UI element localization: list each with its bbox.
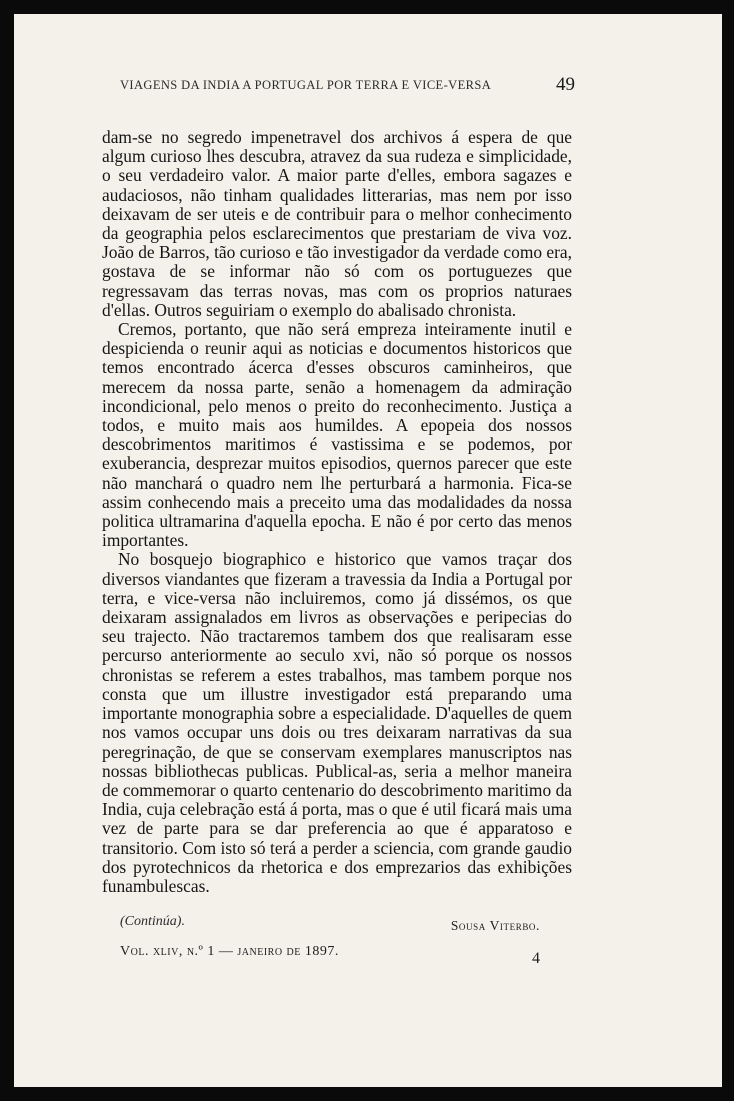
paragraph-1: dam-se no segredo impenetravel dos archivos á espera de que algum curioso lhes descubra, atravez da sua rudeza e simplicidade, o seu verdadeiro valor. A maior parte d'elles, embora sagazes e audaciosos, não tinham qualidades litterarias, mas nem por isso deixavam de ser uteis e de contribuir para o melhor conhecimento da geographia pelos esclarecimentos que prestariam de viva voz. João de Barros, tão curioso e tão investigador da verdade como era, gostava de se informar não só com os portuguezes que regressavam das terras novas, mas com os proprios naturaes d'ellas. Outros seguiriam o exemplo do abalisado chronista.	[102, 127, 572, 320]
scan-border-top	[0, 0, 734, 14]
author-name: Sousa Viterbo.	[450, 918, 540, 933]
scan-border-bottom	[0, 1087, 734, 1101]
continued-note: (Continúa).	[120, 914, 185, 929]
signature-mark: 4	[532, 950, 540, 967]
running-head: VIAGENS DA INDIA A PORTUGAL POR TERRA E VICE-VERSA	[120, 78, 492, 92]
paragraph-2: Cremos, portanto, que não será empreza inteiramente inutil e despicienda o reunir aqui as noticias e documentos historicos que temos encontrado ácerca d'esses obscuros caminheiros, que merecem da nossa parte, senão a homenagem da admiração incondicional, pelo menos o preito do reconhecimento. Justiça a todos, e muito mais aos humildes. A epopeia dos nossos descobrimentos maritimos é vastissima e se podemos, por exuberancia, desprezar muitos episodios, quernos parecer que este não manchará o quadro nem lhe perturbará a harmonia. Fica-se assim conhecendo mais a preceito uma das modalidades da nossa politica ultramarina d'aquella epocha. E não é por certo das menos importantes.	[102, 319, 572, 551]
scan-border-left	[0, 0, 14, 1101]
scan-border-right	[722, 0, 734, 1101]
page-number: 49	[556, 74, 575, 95]
volume-line: Vol. xliv, n.º 1 — janeiro de 1897.	[120, 944, 339, 959]
paragraph-3: No bosquejo biographico e historico que vamos traçar dos diversos viandantes que fizeram a travessia da India a Portugal por terra, e vice-versa não incluiremos, como já dissémos, os que deixaram assignalados em livros as observações e peripecias do seu trajecto. Não tractaremos tambem dos que realisaram esse percurso anteriormente ao seculo xvi, não só porque os nossos chronistas se referem a estes trabalhos, mas tambem porque nos consta que um illustre investigador está preparando uma importante monographia sobre a especialidade. D'aquelles de quem nos vamos occupar uns dois ou tres deixaram narrativas da sua peregrinação, de que se conservam exemplares manuscriptos nas nossas bibliothecas publicas. Publical-as, seria a melhor maneira de commemorar o quarto centenario do descobrimento maritimo da India, cuja celebração está á porta, mas o que é util ficará mais uma vez de parte para se dar preferencia ao que é apparatoso e transitorio. Com isto só terá a perder a sciencia, com grande gaudio dos pyrotechnicos da rhetorica e dos emprezarios das exhibições funambulescas.	[102, 549, 572, 896]
article-body	[102, 128, 572, 896]
